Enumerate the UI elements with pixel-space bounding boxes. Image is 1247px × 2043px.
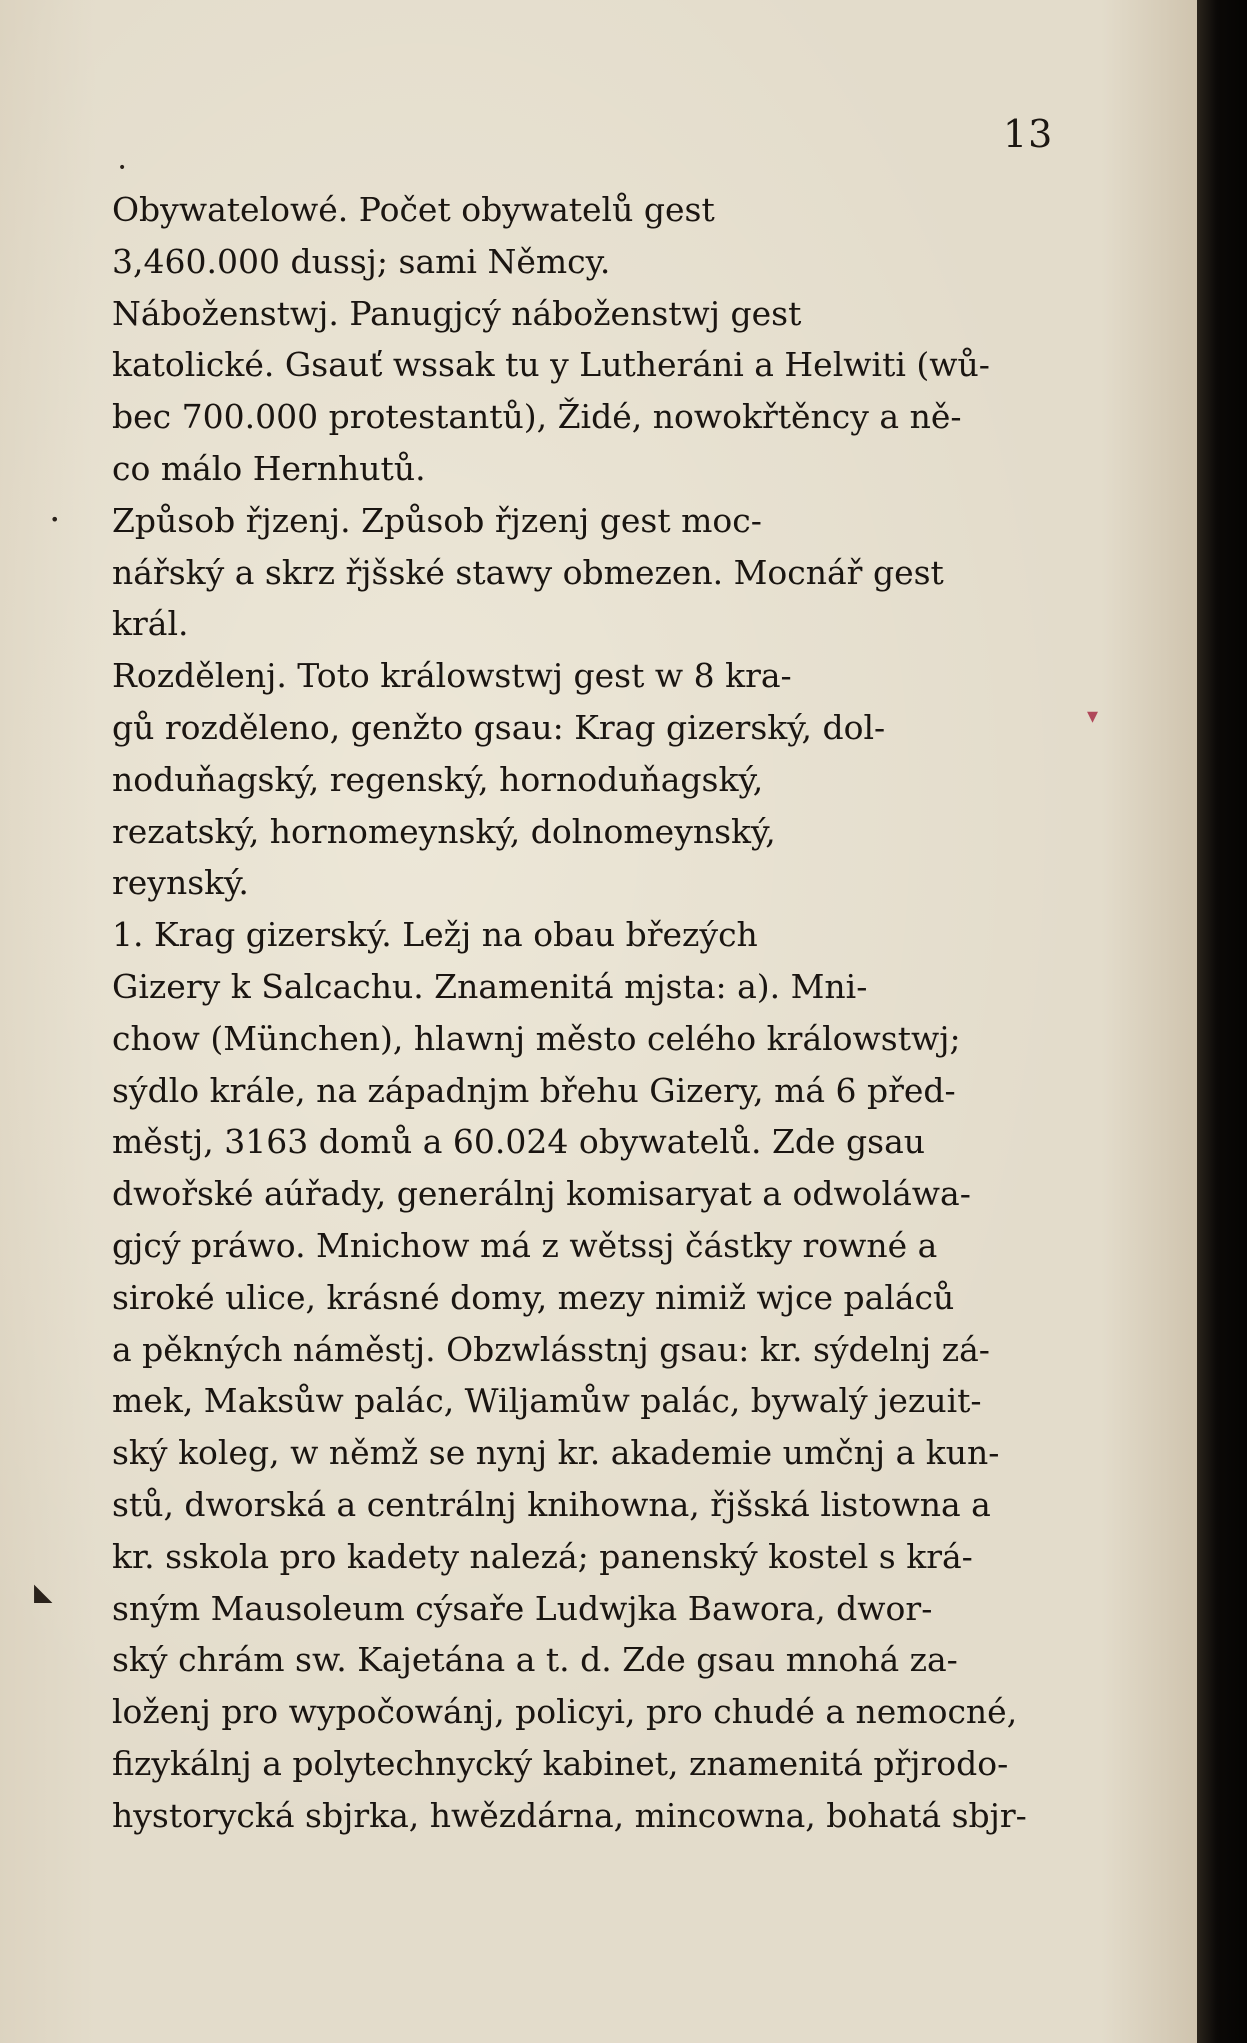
text-line: chow (München), hlawnj město celého králowstwj; <box>112 1018 961 1058</box>
text-line: gjcý práwo. Mnichow má z wětssj částky rowné a <box>112 1225 938 1265</box>
margin-dot-icon: • <box>118 160 127 176</box>
text-line: sným Mausoleum cýsaře Ludwjka Bawora, dwor- <box>112 1588 933 1628</box>
text-line: siroké ulice, krásné domy, mezy nimiž wjce paláců <box>112 1277 955 1317</box>
text-line: král. <box>112 604 189 644</box>
text-line: bec 700.000 protestantů), Židé, nowokřtěncy a ně- <box>112 397 962 437</box>
text-line: gů rozděleno, genžto gsau: Krag gizerský, dol- <box>112 707 886 747</box>
margin-arrow-icon: ▾ <box>1087 704 1099 729</box>
margin-tick-icon: ◣ <box>34 1578 53 1606</box>
text-line: hystorycká sbjrka, hwězdárna, mincowna, bohatá sbjr- <box>112 1795 1027 1835</box>
text-line: mek, Maksůw palác, Wiljamůw palác, bywalý jezuit- <box>112 1381 982 1421</box>
text-line: ský koleg, w němž se nynj kr. akademie umčnj a kun- <box>112 1433 1000 1473</box>
text-line: sýdlo krále, na západnjm břehu Gizery, má 6 před- <box>112 1070 956 1110</box>
text-line: noduňagský, regenský, hornoduňagský, <box>112 759 764 799</box>
text-line: co málo Hernhutů. <box>112 448 426 488</box>
text-line: 1. Krag gizerský. Ležj na obau březých <box>112 915 758 955</box>
margin-bullet-icon: • <box>50 510 60 529</box>
text-line: reynský. <box>112 863 249 903</box>
text-line: loženj pro wypočowánj, policyi, pro chudé a nemocné, <box>112 1692 1018 1732</box>
text-line: Způsob řjzenj. Způsob řjzenj gest moc- <box>112 500 762 540</box>
text-line: Náboženstwj. Panugjcý náboženstwj gest <box>112 293 802 333</box>
text-line: Obywatelowé. Počet obywatelů gest <box>112 190 715 229</box>
text-line: nářský a skrz řjšské stawy obmezen. Mocnář gest <box>112 552 944 592</box>
text-line: městj, 3163 domů a 60.024 obywatelů. Zde gsau <box>112 1122 926 1162</box>
text-line: katolické. Gsauť wssak tu y Lutheráni a Helwiti (wů- <box>112 345 990 385</box>
book-edge-shadow <box>1197 0 1247 2043</box>
text-line: Gizery k Salcachu. Znamenitá mjsta: a). Mni- <box>112 966 868 1006</box>
text-line: fizykálnj a polytechnycký kabinet, znamenitá přjrodo- <box>112 1743 1009 1783</box>
text-line: 3,460.000 dussj; sami Němcy. <box>112 241 611 281</box>
body-text <box>112 184 1060 1842</box>
text-line: ský chrám sw. Kajetána a t. d. Zde gsau mnohá za- <box>112 1640 958 1680</box>
text-line: kr. sskola pro kadety nalezá; panenský kostel s krá- <box>112 1536 973 1576</box>
text-line: Rozdělenj. Toto králowstwj gest w 8 kra- <box>112 656 792 696</box>
text-line: rezatský, hornomeynský, dolnomeynský, <box>112 811 776 851</box>
page-number: 13 <box>1003 112 1054 156</box>
text-line: stů, dworská a centrálnj knihowna, řjšská listowna a <box>112 1484 991 1524</box>
text-line: a pěkných náměstj. Obzwlásstnj gsau: kr. sýdelnj zá- <box>112 1329 990 1369</box>
text-line: dwořské aúřady, generálnj komisaryat a odwoláwa- <box>112 1174 971 1214</box>
